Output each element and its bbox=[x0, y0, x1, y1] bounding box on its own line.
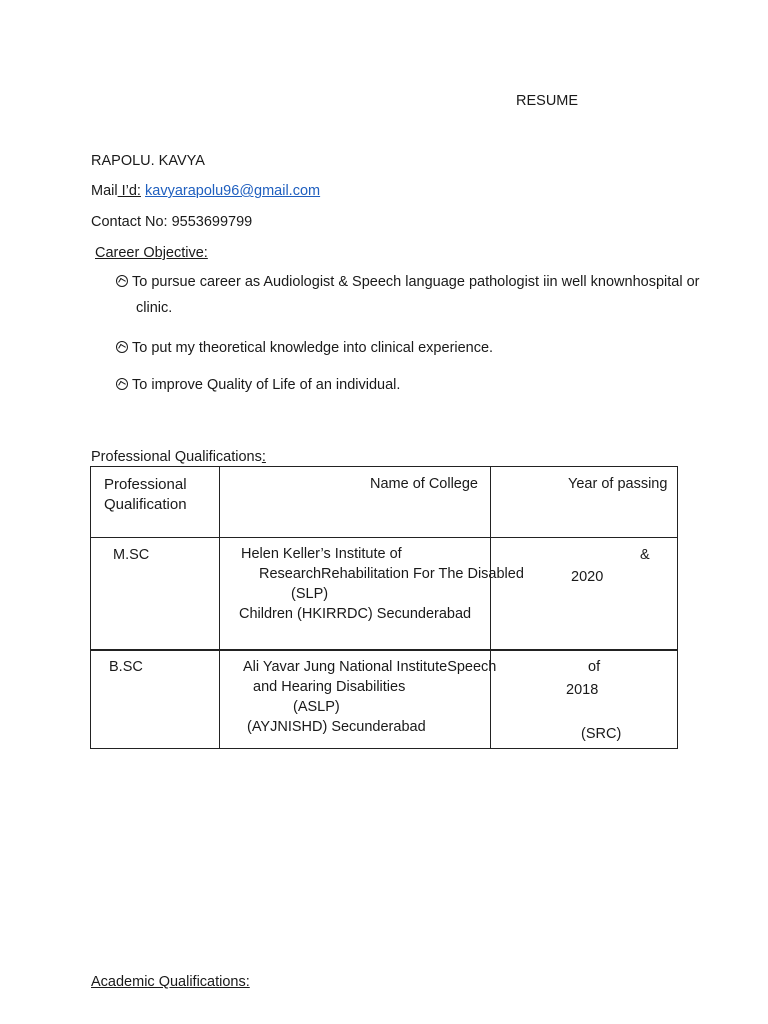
contact-number: Contact No: 9553699799 bbox=[91, 214, 253, 230]
row2-year: 2018 bbox=[566, 682, 599, 698]
header-qualification: Professional Qualification bbox=[104, 476, 187, 513]
header-college: Name of College bbox=[370, 476, 478, 492]
resume-title: RESUME bbox=[516, 93, 579, 109]
candidate-name: RAPOLU. KAVYA bbox=[91, 153, 205, 169]
career-item-text: To pursue career as Audiologist & Speech language pathologist iin well knownhospital or bbox=[132, 274, 700, 290]
mail-id-label: I’d: bbox=[117, 183, 141, 199]
professional-qualifications-heading: Professional Qualifications: bbox=[91, 449, 266, 465]
academic-qualifications-heading: Academic Qualifications: bbox=[91, 974, 250, 990]
career-item-2 bbox=[116, 340, 493, 356]
header-year: Year of passing bbox=[568, 476, 668, 492]
globe-icon bbox=[116, 275, 128, 287]
career-item-3 bbox=[116, 377, 400, 393]
career-item-text: To improve Quality of Life of an individual. bbox=[132, 377, 401, 393]
row1-college: Helen Keller’s Institute of ResearchRehabilitation For The Disabled (SLP) Children (HKIRRDC) Secunderabad bbox=[239, 546, 524, 622]
email-link[interactable]: kavyarapolu96@gmail.com bbox=[145, 183, 321, 199]
professional-qualifications-table bbox=[90, 466, 678, 749]
mail-label: Mail bbox=[91, 183, 118, 199]
globe-icon bbox=[116, 341, 128, 353]
row2-qualification: B.SC bbox=[109, 659, 143, 675]
career-objective-heading: Career Objective: bbox=[95, 245, 208, 261]
row1-year-extra: & bbox=[640, 547, 650, 563]
row2-year-note: (SRC) bbox=[581, 726, 622, 742]
row2-year-extra: of bbox=[588, 659, 601, 675]
row1-year: 2020 bbox=[571, 569, 604, 585]
row-divider bbox=[91, 537, 677, 538]
career-item-1-continuation: clinic. bbox=[136, 300, 173, 316]
career-item-1 bbox=[116, 274, 699, 290]
mail-line bbox=[91, 183, 320, 199]
row-divider bbox=[91, 649, 677, 651]
career-item-text: To put my theoretical knowledge into clinical experience. bbox=[132, 340, 494, 356]
column-divider bbox=[490, 467, 491, 748]
row1-qualification: M.SC bbox=[113, 547, 150, 563]
globe-icon bbox=[116, 378, 128, 390]
row2-college: Ali Yavar Jung National InstituteSpeech and Hearing Disabilities (ASLP) (AYJNISHD) Secunderabad bbox=[243, 659, 497, 735]
